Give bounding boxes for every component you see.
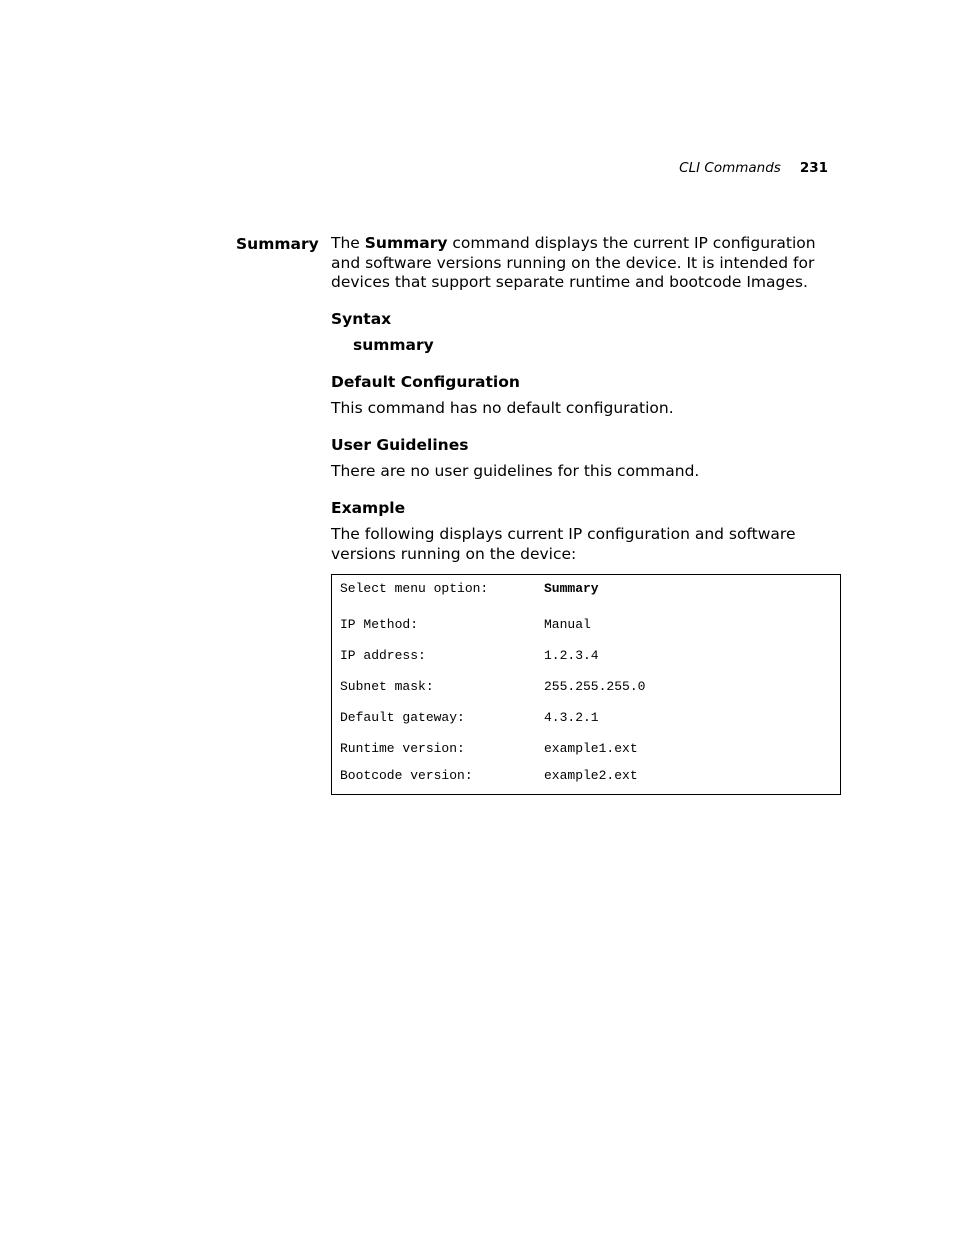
code-label: IP address: xyxy=(340,647,426,663)
default-config-text: This command has no default configuration. xyxy=(331,399,674,417)
code-label: Runtime version: xyxy=(340,740,465,756)
page-header xyxy=(679,160,828,176)
user-guidelines-text: There are no user guidelines for this command. xyxy=(331,462,700,480)
code-label: Bootcode version: xyxy=(340,768,473,784)
code-value: Manual xyxy=(544,616,591,632)
main-content xyxy=(331,234,843,795)
syntax-command: summary xyxy=(353,336,434,354)
code-label: Default gateway: xyxy=(340,709,465,725)
example-heading: Example xyxy=(331,498,406,517)
code-value: 4.3.2.1 xyxy=(544,709,599,725)
intro-after: command displays the current IP configuration and software versions running on the device. It is intended for devices that support separate runtime and bootcode Images. xyxy=(331,234,816,291)
side-heading: Summary xyxy=(236,235,319,253)
code-row xyxy=(332,764,840,788)
code-value: example2.ext xyxy=(544,768,638,784)
code-row xyxy=(332,578,840,599)
code-value: Summary xyxy=(544,580,599,596)
intro-paragraph xyxy=(331,234,843,293)
code-row xyxy=(332,609,840,640)
code-row xyxy=(332,640,840,671)
code-row xyxy=(332,671,840,702)
syntax-heading: Syntax xyxy=(331,309,392,328)
intro-bold-command: Summary xyxy=(364,234,448,252)
header-section-title: CLI Commands xyxy=(679,160,781,176)
code-row xyxy=(332,733,840,764)
code-example-box xyxy=(331,574,841,795)
default-config-heading: Default Configuration xyxy=(331,372,520,391)
user-guidelines-heading: User Guidelines xyxy=(331,435,469,454)
code-row xyxy=(332,702,840,733)
code-value: example1.ext xyxy=(544,740,638,756)
code-value: 1.2.3.4 xyxy=(544,647,599,663)
code-label: Select menu option: xyxy=(340,580,489,596)
code-label: IP Method: xyxy=(340,616,419,632)
example-text: The following displays current IP configuration and software versions running on the device: xyxy=(331,525,796,563)
code-value: 255.255.255.0 xyxy=(544,678,646,694)
code-label: Subnet mask: xyxy=(340,678,434,694)
intro-before: The xyxy=(331,234,365,252)
page-number: 231 xyxy=(799,160,828,176)
